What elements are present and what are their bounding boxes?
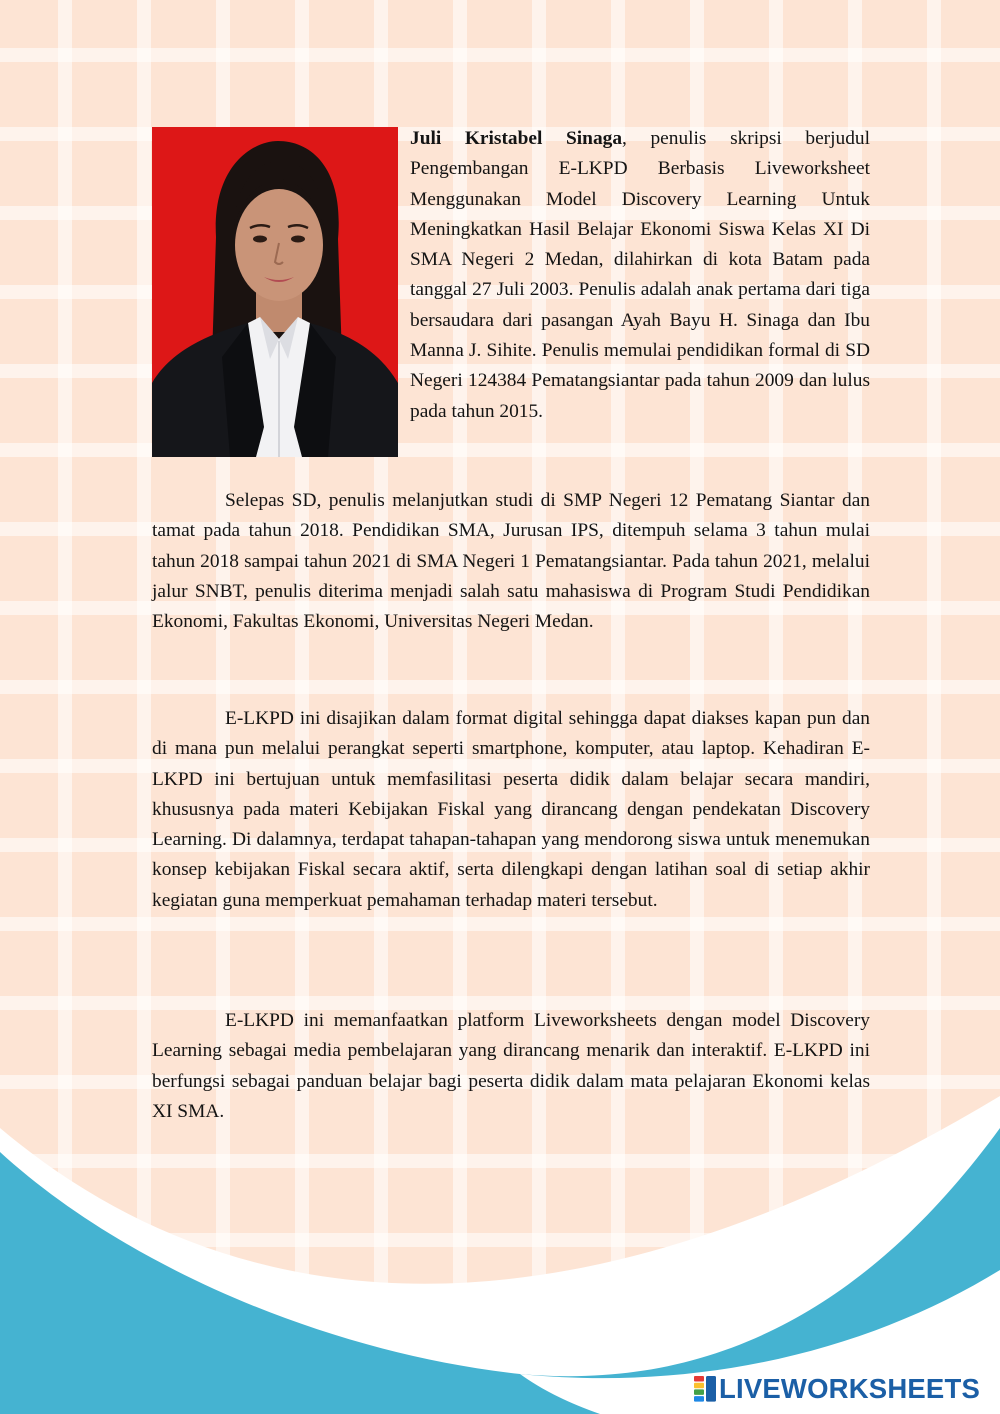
paragraph-elkpd-platform: E-LKPD ini memanfaatkan platform Liveworksheets dengan model Discovery Learning sebagai media pembelajaran yang dirancang menarik dan interaktif. E-LKPD ini berfungsi sebagai panduan belajar bagi peserta didik dalam mata pelajaran Ekonomi kelas XI SMA.	[152, 1010, 870, 1122]
bio-intro-text: , penulis skripsi berjudul Pengembangan E-LKPD Berbasis Liveworksheet Menggunakan Model Discovery Learning Untuk Meningkatkan Hasil Belajar Ekonomi Siswa Kelas XI Di SMA Negeri 2 Medan, dilahirkan di kota Batam pada tanggal 27 Juli 2003. Penulis adalah anak pertama dari tiga bersaudara dari pasangan Ayah Bayu H. Sinaga dan Ibu Manna J. Sihite. Penulis memulai pendidikan formal di SD Negeri 124384 Pematangsiantar pada tahun 2009 dan lulus pada tahun 2015.	[410, 128, 870, 422]
liveworksheets-logo-icon	[694, 1376, 716, 1402]
bio-intro	[410, 124, 870, 427]
logo-text: LIVEWORKSHEETS	[719, 1373, 981, 1404]
author-photo	[152, 127, 398, 457]
portrait-illustration	[152, 127, 398, 457]
liveworksheets-logo[interactable]	[694, 1372, 980, 1406]
paragraph-education: Selepas SD, penulis melanjutkan studi di SMP Negeri 12 Pematang Siantar dan tamat pada tahun 2018. Pendidikan SMA, Jurusan IPS, ditempuh selama 3 tahun mulai tahun 2018 sampai tahun 2021 di SMA Negeri 1 Pematangsiantar. Pada tahun 2021, melalui jalur SNBT, penulis diterima menjadi salah satu mahasiswa di Program Studi Pendidikan Ekonomi, Fakultas Ekonomi, Universitas Negeri Medan.	[152, 490, 870, 633]
author-name: Juli Kristabel Sinaga	[410, 128, 623, 149]
paragraph-elkpd-purpose: E-LKPD ini disajikan dalam format digital sehingga dapat diakses kapan pun dan di mana pun melalui perangkat seperti smartphone, komputer, atau laptop. Kehadiran E-LKPD ini bertujuan untuk memfasilitasi peserta didik dalam belajar secara mandiri, khususnya pada materi Kebijakan Fiskal yang dirancang dengan pendekatan Discovery Learning. Di dalamnya, terdapat tahapan-tahapan yang mendorong siswa untuk menemukan konsep kebijakan Fiskal secara aktif, serta dilengkapi dengan latihan soal di setiap akhir kegiatan guna memperkuat pemahaman terhadap materi tersebut.	[152, 708, 870, 911]
